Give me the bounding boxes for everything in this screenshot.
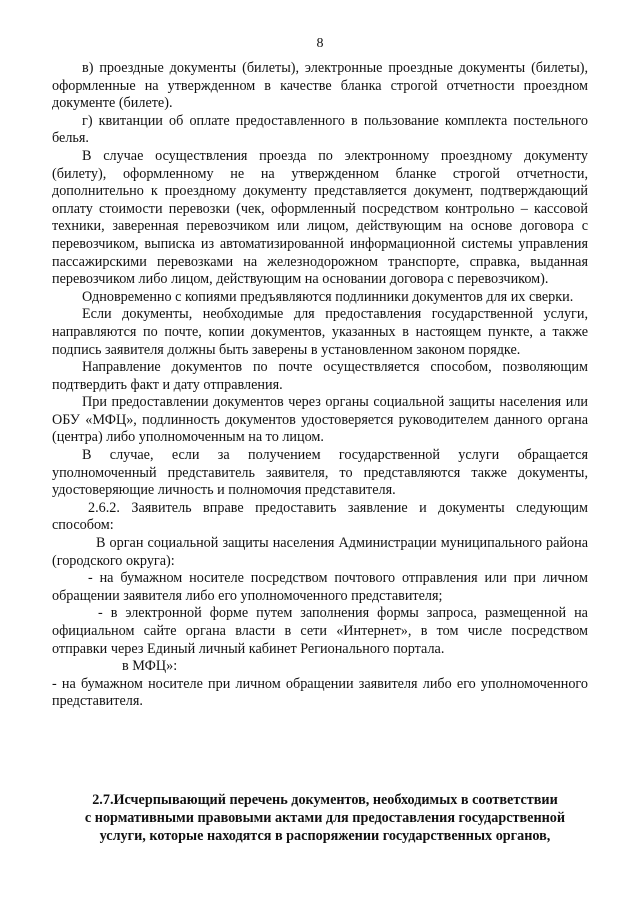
heading-line: с нормативными правовыми актами для предоставления государственной <box>84 810 566 826</box>
paragraph-receipts: г) квитанции об оплате предоставленного в пользование комплекта постельного белья. <box>52 112 588 147</box>
paragraph-mail-method: Направление документов по почте осуществляется способом, позволяющим подтвердить факт и дату отправления. <box>52 359 588 393</box>
list-item-electronic: - в электронной форме путем заполнения формы запроса, размещенной на официальном сайте органа власти в сети «Интернет», в том числе посредством отправки через Единый личный кабинет Регионального портала. <box>52 605 588 657</box>
page-number: 8 <box>316 36 324 51</box>
paragraph-mail: Если документы, необходимые для предоставления государственной услуги, направляются по почте, копии документов, указанных в настоящем пункте, а также подпись заявителя должны быть заверены в установленном законом порядке. <box>52 306 588 358</box>
list-item-paper: - на бумажном носителе посредством почтового отправления или при личном обращении заявителя либо его уполномоченного представителя; <box>52 570 588 604</box>
paragraph-originals: Одновременно с копиями предъявляются подлинники документов для их сверки. <box>82 288 574 305</box>
paragraph-2-6-2: 2.6.2. Заявитель вправе предоставить заявление и документы следующим способом: <box>52 499 588 534</box>
section-heading-2-7 <box>70 791 580 845</box>
heading-line: 2.7.Исчерпывающий перечень документов, необходимых в соответствии <box>92 792 558 808</box>
document-body <box>52 60 588 711</box>
paragraph-mfc-short: в МФЦ»: <box>122 658 178 675</box>
list-item-paper-personal: - на бумажном носителе при личном обращении заявителя либо его уполномоченного представителя. <box>52 675 588 710</box>
paragraph-tickets: в) проездные документы (билеты), электронные проездные документы (билеты), оформленные на утвержденном в качестве бланка строгой отчетности проездном документе (билете). <box>52 60 588 112</box>
heading-line: услуги, которые находятся в распоряжении государственных органов, <box>99 828 551 844</box>
paragraph-mfc: При предоставлении документов через органы социальной защиты населения или ОБУ «МФЦ», подлинность документов удостоверяется руководителем данного органа (центра) либо уполномоченным на то лицом. <box>52 394 588 446</box>
paragraph-electronic: В случае осуществления проезда по электронному проездному документу (билету), оформленному не на утвержденном бланке строгой отчетности, дополнительно к проездному документу представляется документ, подтверждающий оплату стоимости перевозки (чек, оформленный посредством контрольно – кассовой техники, заверенная перевозчиком или лицом, действующим на основе договора с перевозчиком, выписка из автоматизированной информационной системы управления пассажирскими перевозками на железнодорожном транспорте, справка, выданная перевозчиком либо лицом, действующим на основании договора с перевозчиком). <box>52 147 588 288</box>
paragraph-representative: В случае, если за получением государственной услуги обращается уполномоченный представитель заявителя, то представляются также документы, удостоверяющие личность и полномочия представителя. <box>52 447 588 499</box>
paragraph-social-organ: В орган социальной защиты населения Администрации муниципального района (городского округа): <box>52 535 588 569</box>
